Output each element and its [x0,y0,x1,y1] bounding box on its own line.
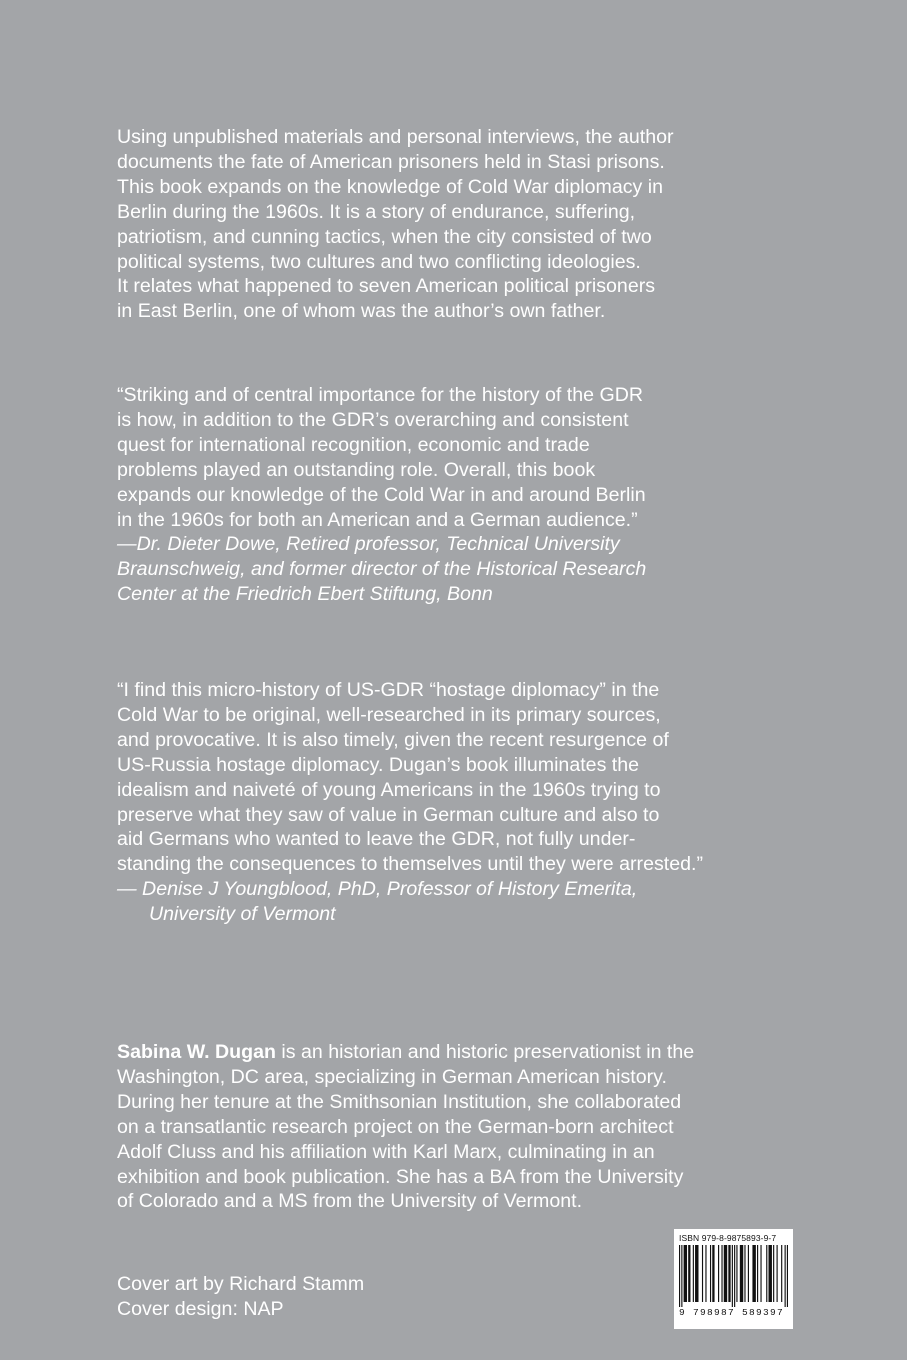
barcode-bar [721,1245,722,1302]
barcode-bar [744,1245,745,1302]
quote-line: “Striking and of central importance for the history of the GDR [117,384,643,406]
quote-line: aid Germans who wanted to leave the GDR, not fully under- [117,828,636,851]
barcode-bar [693,1245,694,1302]
barcode-bar [728,1245,730,1302]
endorsement-quote-dowe [117,383,807,607]
quote-attribution: Center at the Friedrich Ebert Stiftung, Bonn [117,583,493,606]
barcode-bar [760,1245,761,1302]
barcode-bar [681,1245,682,1307]
barcode-bar [705,1245,706,1302]
quote-attribution: —Dr. Dieter Dowe, Retired professor, Technical University [117,533,620,556]
barcode-bar [702,1245,703,1302]
cover-art-credit: Cover art by Richard Stamm [117,1273,365,1295]
bio-line: of Colorado and a MS from the University of Vermont. [117,1190,583,1213]
bio-line: Washington, DC area, specializing in German American history. [117,1065,667,1088]
quote-line: idealism and naiveté of young Americans in the 1960s trying to [117,778,661,801]
quote-line: and provocative. It is also timely, given the recent resurgence of [117,728,669,751]
quote-line: US-Russia hostage diplomacy. Dugan’s book illuminates the [117,753,640,776]
isbn-barcode [674,1229,793,1329]
endorsement-quote-youngblood [117,678,807,927]
barcode-bar [781,1245,782,1302]
description-paragraph [117,125,807,324]
description-line: in East Berlin, one of whom was the author’s own father. [117,300,606,323]
bio-line: is an historian and historic preservationist in the [275,1041,695,1063]
quote-attribution: University of Vermont [149,903,336,926]
quote-line: quest for international recognition, economic and trade [117,433,590,456]
barcode-bar [768,1245,771,1302]
barcode-bar [777,1245,778,1302]
quote-line: problems played an outstanding role. Overall, this book [117,458,596,481]
barcode-bar [732,1245,733,1307]
description-line: documents the fate of American prisoners held in Stasi prisons. [117,150,665,173]
barcode-bar [695,1245,698,1302]
description-line: It relates what happened to seven American political prisoners [117,275,656,298]
description-line: patriotism, and cunning tactics, when the city consisted of two [117,225,652,248]
barcode-bar [748,1245,749,1302]
isbn-label: ISBN 979-8-9875893-9-7 [679,1233,777,1243]
quote-line: preserve what they saw of value in German culture and also to [117,803,660,826]
barcode-bar [712,1245,714,1302]
barcode-bar [718,1245,719,1302]
description-line: Using unpublished materials and personal interviews, the author [117,126,674,148]
quote-line: Cold War to be original, well-researched in its primary sources, [117,703,661,726]
author-bio [117,1040,807,1214]
barcode-bar [679,1245,680,1307]
ean-digits: 9 798987 589397 [679,1307,785,1318]
barcode-bar [752,1245,755,1302]
description-line: political systems, two cultures and two conflicting ideologies. [117,250,641,273]
author-name: Sabina W. Dugan [117,1041,276,1063]
bio-line: exhibition and book publication. She has a BA from the University [117,1165,684,1188]
barcode-bar [734,1245,735,1307]
barcode-bar [688,1245,690,1302]
barcode-bar [736,1245,737,1302]
quote-line: expands our knowledge of the Cold War in and around Berlin [117,483,646,506]
bio-line: on a transatlantic research project on the German-born architect [117,1115,674,1138]
barcode-bar [757,1245,758,1302]
quote-line: “I find this micro-history of US-GDR “hostage diplomacy” in the [117,679,660,701]
barcode-bar [787,1245,788,1307]
quote-attribution: — Denise J Youngblood, PhD, Professor of History Emerita, [117,878,638,901]
barcode-bar [766,1245,767,1302]
barcode-bar [773,1245,774,1302]
cover-design-credit: Cover design: NAP [117,1297,284,1320]
quote-line: in the 1960s for both an American and a German audience.” [117,508,638,531]
quote-attribution: Braunschweig, and former director of the Historical Research [117,558,647,581]
description-line: This book expands on the knowledge of Cold War diplomacy in [117,175,664,198]
barcode-bars [679,1245,788,1307]
barcode-bar [684,1245,687,1302]
bio-line: During her tenure at the Smithsonian Institution, she collaborated [117,1090,682,1113]
bio-line: Adolf Cluss and his affiliation with Karl Marx, culminating in an [117,1140,655,1163]
barcode-bar [724,1245,727,1302]
barcode-bar [785,1245,786,1307]
barcode-bar [740,1245,743,1302]
bio-first-line [117,1040,807,1065]
description-line: Berlin during the 1960s. It is a story of endurance, suffering, [117,200,636,223]
barcode-bar [710,1245,711,1302]
quote-line: standing the consequences to themselves until they were arrested.” [117,853,703,876]
quote-line: is how, in addition to the GDR’s overarching and consistent [117,408,629,431]
